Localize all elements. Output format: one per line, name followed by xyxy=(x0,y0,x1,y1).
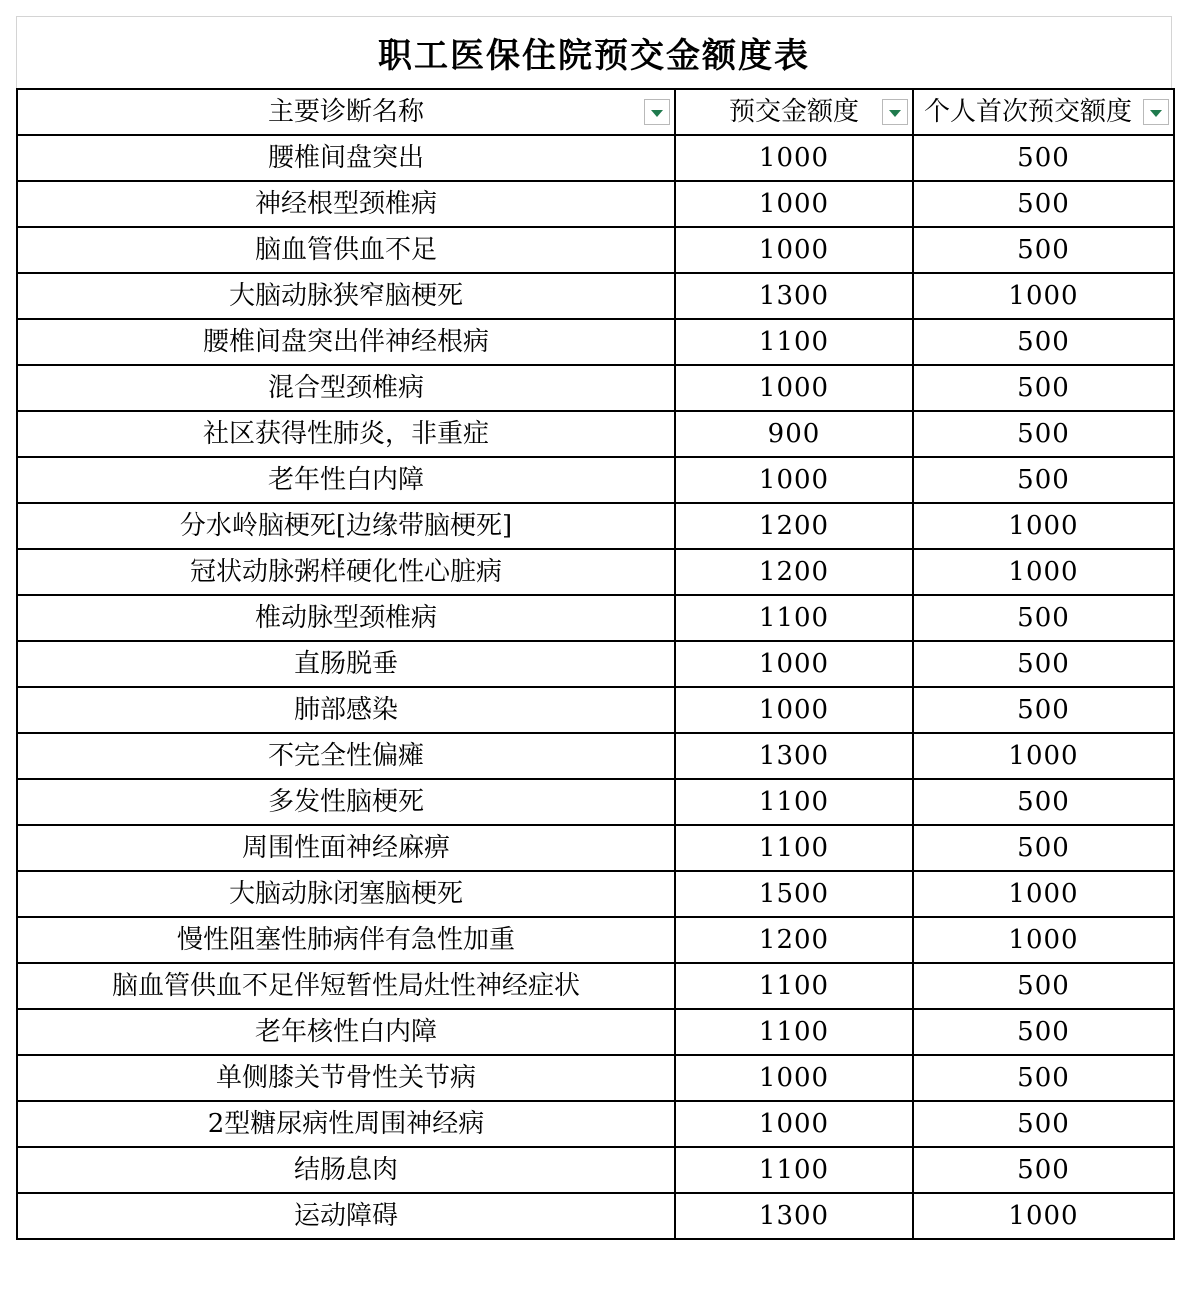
table-row xyxy=(17,503,1174,549)
deposit-cell[interactable]: 1100 xyxy=(675,1147,913,1193)
diagnosis-cell[interactable]: 大脑动脉闭塞脑梗死 xyxy=(17,871,675,917)
first-deposit-cell[interactable]: 500 xyxy=(913,963,1174,1009)
deposit-cell[interactable]: 1000 xyxy=(675,135,913,181)
header-deposit-label: 预交金额度 xyxy=(728,97,859,127)
first-deposit-cell[interactable]: 500 xyxy=(913,825,1174,871)
first-deposit-cell[interactable]: 500 xyxy=(913,457,1174,503)
deposit-cell[interactable]: 1300 xyxy=(675,1193,913,1239)
deposit-cell[interactable]: 1000 xyxy=(675,1055,913,1101)
table-row xyxy=(17,135,1174,181)
deposit-cell[interactable]: 1000 xyxy=(675,1101,913,1147)
diagnosis-cell[interactable]: 腰椎间盘突出 xyxy=(17,135,675,181)
first-deposit-cell[interactable]: 500 xyxy=(913,135,1174,181)
deposit-cell[interactable]: 1100 xyxy=(675,825,913,871)
diagnosis-cell[interactable]: 社区获得性肺炎，非重症 xyxy=(17,411,675,457)
header-deposit xyxy=(675,89,913,135)
diagnosis-cell[interactable]: 脑血管供血不足伴短暂性局灶性神经症状 xyxy=(17,963,675,1009)
table-row xyxy=(17,871,1174,917)
table-row xyxy=(17,365,1174,411)
deposit-cell[interactable]: 1200 xyxy=(675,917,913,963)
deposit-cell[interactable]: 1000 xyxy=(675,457,913,503)
table-row xyxy=(17,319,1174,365)
deposit-cell[interactable]: 1300 xyxy=(675,273,913,319)
header-first-deposit-label: 个人首次预交额度 xyxy=(924,97,1133,127)
first-deposit-cell[interactable]: 1000 xyxy=(913,1193,1174,1239)
first-deposit-cell[interactable]: 500 xyxy=(913,687,1174,733)
deposit-cell[interactable]: 1000 xyxy=(675,181,913,227)
first-deposit-cell[interactable]: 1000 xyxy=(913,503,1174,549)
first-deposit-cell[interactable]: 1000 xyxy=(913,273,1174,319)
filter-dropdown-icon[interactable] xyxy=(1143,99,1169,125)
table-row xyxy=(17,779,1174,825)
table-row xyxy=(17,1147,1174,1193)
first-deposit-cell[interactable]: 1000 xyxy=(913,917,1174,963)
header-first-deposit xyxy=(913,89,1174,135)
table-row xyxy=(17,1193,1174,1239)
filter-dropdown-icon[interactable] xyxy=(644,99,670,125)
first-deposit-cell[interactable]: 1000 xyxy=(913,733,1174,779)
header-diagnosis xyxy=(17,89,675,135)
diagnosis-cell[interactable]: 肺部感染 xyxy=(17,687,675,733)
table-row xyxy=(17,457,1174,503)
diagnosis-cell[interactable]: 2型糖尿病性周围神经病 xyxy=(17,1101,675,1147)
table-row xyxy=(17,825,1174,871)
deposit-cell[interactable]: 1100 xyxy=(675,319,913,365)
table-row xyxy=(17,733,1174,779)
table-row xyxy=(17,641,1174,687)
first-deposit-cell[interactable]: 500 xyxy=(913,595,1174,641)
diagnosis-cell[interactable]: 老年性白内障 xyxy=(17,457,675,503)
first-deposit-cell[interactable]: 500 xyxy=(913,641,1174,687)
deposit-cell[interactable]: 1500 xyxy=(675,871,913,917)
first-deposit-cell[interactable]: 500 xyxy=(913,1009,1174,1055)
sheet-title: 职工医保住院预交金额度表 xyxy=(16,16,1172,88)
table-row xyxy=(17,595,1174,641)
deposit-cell[interactable]: 1000 xyxy=(675,227,913,273)
deposit-cell[interactable]: 1300 xyxy=(675,733,913,779)
first-deposit-cell[interactable]: 500 xyxy=(913,1055,1174,1101)
diagnosis-cell[interactable]: 神经根型颈椎病 xyxy=(17,181,675,227)
diagnosis-cell[interactable]: 腰椎间盘突出伴神经根病 xyxy=(17,319,675,365)
first-deposit-cell[interactable]: 500 xyxy=(913,181,1174,227)
table-row xyxy=(17,549,1174,595)
first-deposit-cell[interactable]: 500 xyxy=(913,1147,1174,1193)
deposit-cell[interactable]: 1100 xyxy=(675,595,913,641)
diagnosis-cell[interactable]: 不完全性偏瘫 xyxy=(17,733,675,779)
deposit-table xyxy=(16,88,1175,1240)
first-deposit-cell[interactable]: 500 xyxy=(913,227,1174,273)
table-row xyxy=(17,1009,1174,1055)
table-row xyxy=(17,181,1174,227)
diagnosis-cell[interactable]: 周围性面神经麻痹 xyxy=(17,825,675,871)
first-deposit-cell[interactable]: 500 xyxy=(913,1101,1174,1147)
table-row xyxy=(17,687,1174,733)
deposit-cell[interactable]: 1100 xyxy=(675,963,913,1009)
deposit-cell[interactable]: 1000 xyxy=(675,641,913,687)
first-deposit-cell[interactable]: 500 xyxy=(913,365,1174,411)
diagnosis-cell[interactable]: 直肠脱垂 xyxy=(17,641,675,687)
diagnosis-cell[interactable]: 结肠息肉 xyxy=(17,1147,675,1193)
deposit-cell[interactable]: 1100 xyxy=(675,779,913,825)
first-deposit-cell[interactable]: 500 xyxy=(913,319,1174,365)
deposit-cell[interactable]: 1200 xyxy=(675,503,913,549)
diagnosis-cell[interactable]: 大脑动脉狭窄脑梗死 xyxy=(17,273,675,319)
deposit-cell[interactable]: 1000 xyxy=(675,687,913,733)
first-deposit-cell[interactable]: 1000 xyxy=(913,549,1174,595)
first-deposit-cell[interactable]: 1000 xyxy=(913,871,1174,917)
header-row xyxy=(17,89,1174,135)
diagnosis-cell[interactable]: 老年核性白内障 xyxy=(17,1009,675,1055)
first-deposit-cell[interactable]: 500 xyxy=(913,411,1174,457)
diagnosis-cell[interactable]: 椎动脉型颈椎病 xyxy=(17,595,675,641)
table-row xyxy=(17,1101,1174,1147)
deposit-cell[interactable]: 900 xyxy=(675,411,913,457)
diagnosis-cell[interactable]: 运动障碍 xyxy=(17,1193,675,1239)
table-row xyxy=(17,963,1174,1009)
table-row xyxy=(17,1055,1174,1101)
table-row xyxy=(17,273,1174,319)
deposit-cell[interactable]: 1100 xyxy=(675,1009,913,1055)
diagnosis-cell[interactable]: 单侧膝关节骨性关节病 xyxy=(17,1055,675,1101)
diagnosis-cell[interactable]: 慢性阻塞性肺病伴有急性加重 xyxy=(17,917,675,963)
diagnosis-cell[interactable]: 脑血管供血不足 xyxy=(17,227,675,273)
spreadsheet xyxy=(16,16,1172,1240)
diagnosis-cell[interactable]: 混合型颈椎病 xyxy=(17,365,675,411)
diagnosis-cell[interactable]: 冠状动脉粥样硬化性心脏病 xyxy=(17,549,675,595)
deposit-cell[interactable]: 1200 xyxy=(675,549,913,595)
deposit-cell[interactable]: 1000 xyxy=(675,365,913,411)
filter-dropdown-icon[interactable] xyxy=(882,99,908,125)
first-deposit-cell[interactable]: 500 xyxy=(913,779,1174,825)
table-row xyxy=(17,227,1174,273)
table-row xyxy=(17,917,1174,963)
diagnosis-cell[interactable]: 分水岭脑梗死[边缘带脑梗死] xyxy=(17,503,675,549)
table-row xyxy=(17,411,1174,457)
diagnosis-cell[interactable]: 多发性脑梗死 xyxy=(17,779,675,825)
header-diagnosis-label: 主要诊断名称 xyxy=(267,97,424,127)
